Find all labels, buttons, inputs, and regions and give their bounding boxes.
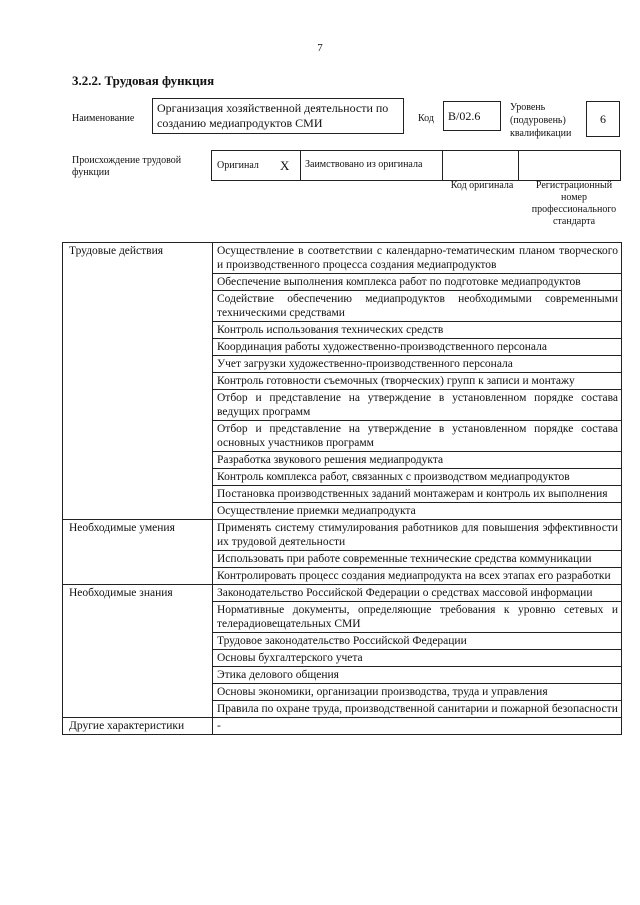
section-item: Трудовое законодательство Российской Федерации (213, 633, 622, 650)
level-label: Уровень (подуровень) квалификации (510, 102, 572, 139)
section-item: Постановка производственных заданий монтажерам и контроль их выполнения (213, 486, 622, 503)
section-item: Содействие обеспечению медиапродуктов необходимыми современными техническими средствами (213, 291, 622, 322)
function-table (62, 242, 622, 735)
code-value-box (443, 101, 501, 131)
section-item: Основы экономики, организации производства, труда и управления (213, 684, 622, 701)
name-value-box (152, 98, 404, 134)
original-cell (211, 150, 301, 181)
table-row (63, 718, 622, 735)
section-item: Учет загрузки художественно-производственного персонала (213, 356, 622, 373)
section-item: Контроль использования технических средств (213, 322, 622, 339)
borrowed-label: Заимствовано из оригинала (305, 159, 423, 170)
section-item: Координация работы художественно-производственного персонала (213, 339, 622, 356)
section-item: Контроль комплекса работ, связанных с производством медиапродуктов (213, 469, 622, 486)
section-item: Этика делового общения (213, 667, 622, 684)
table-row (63, 585, 622, 602)
code-label: Код (418, 113, 434, 124)
section-item: Разработка звукового решения медиапродукта (213, 452, 622, 469)
section-item: Применять систему стимулирования работников для повышения эффективности их трудовой деятельности (213, 520, 622, 551)
section-title: 3.2.2. Трудовая функция (72, 73, 215, 88)
regnum-caption: Регистрационный номер профессионального стандарта (531, 180, 617, 227)
section-item: Обеспечение выполнения комплекса работ по подготовке медиапродуктов (213, 274, 622, 291)
origin-label: Происхождение трудовой функции (72, 155, 182, 178)
table-row (63, 520, 622, 551)
section-item: Законодательство Российской Федерации о средствах массовой информации (213, 585, 622, 602)
original-mark: X (280, 158, 290, 173)
page-number: 7 (317, 42, 323, 54)
section-item: Осуществление приемки медиапродукта (213, 503, 622, 520)
section-item: Нормативные документы, определяющие требования к уровню сетевых и телерадиовещательных СМИ (213, 602, 622, 633)
section-item: Контроль готовности съемочных (творческих) групп к записи и монтажу (213, 373, 622, 390)
section-item: Правила по охране труда, производственной санитарии и пожарной безопасности (213, 701, 622, 718)
code-value: B/02.6 (448, 109, 481, 123)
table-row (63, 243, 622, 274)
level-value-box (586, 101, 620, 137)
section-item: Основы бухгалтерского учета (213, 650, 622, 667)
name-label: Наименование (72, 113, 135, 124)
name-value: Организация хозяйственной деятельности по созданию медиапродуктов СМИ (157, 101, 389, 130)
section-label: Другие характеристики (63, 718, 213, 735)
section-label: Необходимые знания (63, 585, 213, 718)
section-item: - (213, 718, 622, 735)
section-label: Трудовые действия (63, 243, 213, 520)
section-item: Отбор и представление на утверждение в установленном порядке состава основных участников программ (213, 421, 622, 452)
section-item: Контролировать процесс создания медиапродукта на всех этапах его разработки (213, 568, 622, 585)
section-item: Отбор и представление на утверждение в установленном порядке состава ведущих программ (213, 390, 622, 421)
original-label: Оригинал (217, 160, 259, 171)
origin-code-cell (442, 150, 519, 181)
section-label: Необходимые умения (63, 520, 213, 585)
level-value: 6 (600, 112, 606, 126)
section-item: Осуществление в соответствии с календарно-тематическим планом творческого и производственного процесса создания медиапродуктов (213, 243, 622, 274)
section-item: Использовать при работе современные технические средства коммуникации (213, 551, 622, 568)
code-caption: Код оригинала (450, 180, 514, 191)
